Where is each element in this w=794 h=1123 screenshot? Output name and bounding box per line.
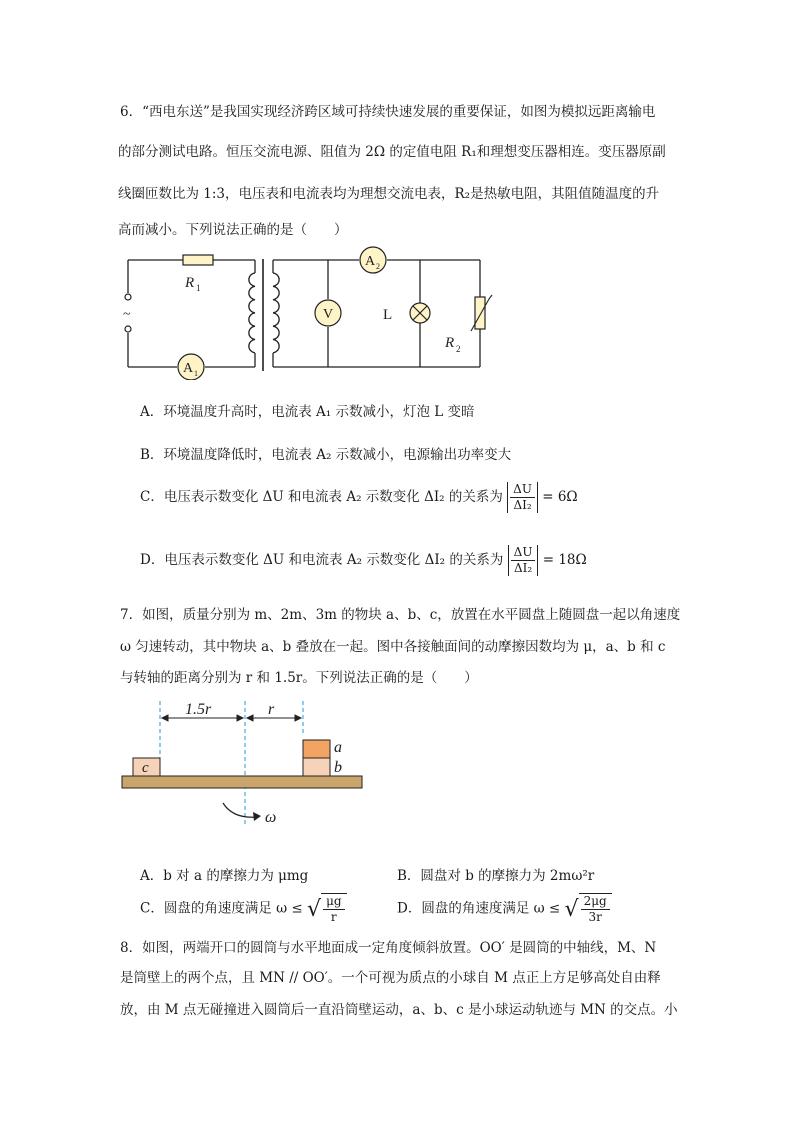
q7-option-c-text: C．圆盘的角速度满足 ω ≤ <box>140 900 303 917</box>
q7-rotation-arrow <box>223 803 257 817</box>
q6-option-c-text: C．电压表示数变化 ΔU 和电流表 A₂ 示数变化 ΔI₂ 的关系为 <box>140 489 503 505</box>
q6-text-line2: 的部分测试电路。恒压交流电源、阻值为 2Ω 的定值电阻 R₁和理想变压器相连。变压器原副 <box>118 144 666 160</box>
q6-resistor-r1 <box>183 255 213 265</box>
q7-d-num: 2μg <box>581 894 610 910</box>
q6-option-c-value: = 6Ω <box>542 489 578 505</box>
q6-option-c-fraction <box>507 482 538 513</box>
q6-option-c <box>140 482 578 513</box>
q7-option-c <box>140 893 347 925</box>
q6-d-frac-num: ΔU <box>511 545 536 561</box>
q7-text-line2: ω 匀速转动，其中物块 a、b 叠放在一起。图中各接触面间的动摩擦因数均为 μ，a、b 和 c <box>120 639 666 655</box>
q6-c-frac-num: ΔU <box>510 482 535 498</box>
q7-block-b <box>303 758 330 776</box>
q6-option-b: B．环境温度降低时，电流表 A₂ 示数减小，电源输出功率变大 <box>140 447 512 463</box>
q6-r2-label: R <box>445 335 455 351</box>
q6-a1-label: A <box>183 361 194 376</box>
q7-option-b: B．圆盘对 b 的摩擦力为 2mω²r <box>397 868 595 884</box>
q6-a2-sub: 2 <box>376 262 380 271</box>
q6-r1-sub: 1 <box>196 283 201 293</box>
q6-thermistor-r2 <box>475 297 485 329</box>
q7-c-num: μg <box>323 894 344 910</box>
q7-option-a: A．b 对 a 的摩擦力为 μmg <box>140 868 309 884</box>
q6-r1-label: R <box>185 275 195 291</box>
q6-a1-sub: 1 <box>194 369 198 378</box>
q6-option-d-text: D．电压表示数变化 ΔU 和电流表 A₂ 示数变化 ΔI₂ 的关系为 <box>140 552 504 568</box>
q8-text-line3: 放，由 M 点无碰撞进入圆筒后一直沿筒壁运动，a、b、c 是小球运动轨迹与 MN 的交点。小 <box>120 1002 678 1018</box>
q7-disk <box>122 776 362 788</box>
q7-label-c: c <box>142 760 149 776</box>
q7-omega-label: ω <box>265 809 277 826</box>
q7-option-d-text: D．圆盘的角速度满足 ω ≤ <box>397 900 561 917</box>
q6-d-frac-den: ΔI₂ <box>513 561 533 575</box>
q7-d-den: 3r <box>588 910 602 924</box>
q7-option-d-sqrt: √ $\frac{2\mu g}{3r}$ <box>565 893 612 925</box>
q6-circuit-diagram <box>115 245 505 380</box>
q7-block-a <box>303 740 330 758</box>
q6-option-a: A．环境温度升高时，电流表 A₁ 示数减小，灯泡 L 变暗 <box>140 404 475 420</box>
q6-text-line1: 6．“西电东送”是我国实现经济跨区域可持续快速发展的重要保证，如图为模拟远距离输电 <box>120 104 656 120</box>
q7-text-line1: 7．如图，质量分别为 m、2m、3m 的物块 a、b、c，放置在水平圆盘上随圆盘一起以角速度 <box>120 607 681 623</box>
q7-dist-right-label: r <box>268 701 275 718</box>
q6-a2-label: A <box>365 254 376 269</box>
q7-option-d <box>397 893 612 925</box>
q6-source-symbol: ~ <box>123 307 131 322</box>
q7-text-line3: 与转轴的距离分别为 r 和 1.5r。下列说法正确的是（ ） <box>120 670 478 686</box>
q7-label-b: b <box>334 759 342 776</box>
q8-text-line2: 是筒壁上的两个点，且 MN // OO′。一个可视为质点的小球自 M 点正上方足够高处自由释 <box>120 970 661 986</box>
q6-c-frac-den: ΔI₂ <box>513 498 532 512</box>
q7-disk-diagram <box>115 695 375 835</box>
q6-option-d <box>140 545 587 576</box>
q6-v-label: V <box>323 307 334 322</box>
q7-c-den: r <box>330 910 337 924</box>
q7-label-a: a <box>334 739 342 756</box>
q7-option-c-sqrt: √ $\frac{\mu g}{r}$ <box>307 893 347 925</box>
q8-text-line1: 8．如图，两端开口的圆筒与水平地面成一定角度倾斜放置。OO′ 是圆筒的中轴线，M、N <box>120 940 657 956</box>
q6-text-line4: 高而减小。下列说法正确的是（ ） <box>118 222 348 238</box>
q6-option-d-fraction <box>508 545 539 576</box>
q6-option-d-value: = 18Ω <box>542 552 587 568</box>
q6-r2-sub: 2 <box>456 344 461 354</box>
q6-text-line3: 线圈匝数比为 1:3，电压表和电流表均为理想交流电表，R₂是热敏电阻，其阻值随温度的升 <box>118 186 660 202</box>
q6-lamp-label: L <box>383 307 393 323</box>
q7-dist-left-label: 1.5r <box>185 701 212 718</box>
